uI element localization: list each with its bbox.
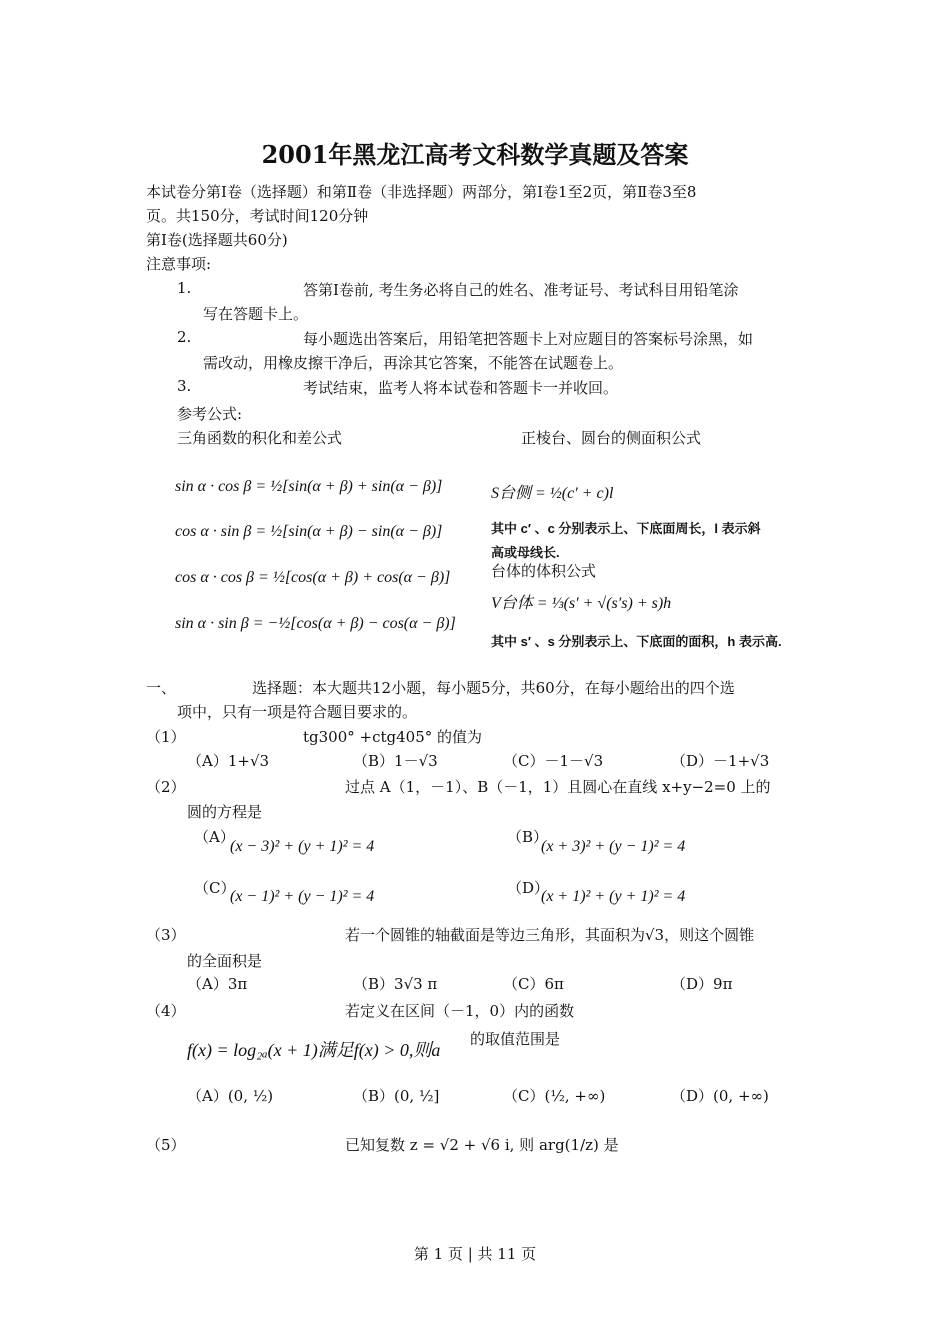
section-one-instructions: 选择题：本大题共12小题，每小题5分，共60分，在每小题给出的四个选	[252, 679, 735, 697]
section-one-number: 一、	[146, 679, 177, 697]
notice-heading: 注意事项:	[146, 255, 212, 273]
note-2-text-cont: 需改动，用橡皮擦干净后，再涂其它答案，不能答在试题卷上。	[203, 354, 624, 372]
part-one-heading: 第Ⅰ卷(选择题共60分)	[146, 231, 288, 249]
question-2-option-a-label: （A）	[194, 828, 235, 846]
volume-formula-title: 台体的体积公式	[491, 563, 597, 580]
question-2-option-b-label: （B）	[507, 828, 549, 846]
question-1-option-b: （B）1－√3	[353, 752, 438, 770]
volume-note: 其中 s′ 、s 分别表示上、下底面的面积，h 表示高.	[491, 634, 782, 649]
question-4-stem: 若定义在区间（－1，0）内的函数	[345, 1002, 575, 1020]
question-2-option-d-label: （D）	[507, 879, 550, 897]
note-3-text: 考试结束，监考人将本试卷和答题卡一并收回。	[303, 379, 619, 397]
question-4-number: （4）	[146, 1002, 186, 1020]
question-2-option-c-label: （C）	[194, 879, 236, 897]
question-1-option-d: （D）－1+√3	[671, 752, 770, 770]
question-2-stem: 过点 A（1，－1）、B（－1，1）且圆心在直线 x+y−2=0 上的	[345, 778, 771, 796]
intro-line-2: 页。共150分，考试时间120分钟	[146, 207, 369, 225]
question-4-option-a: （A）(0, ½)	[187, 1087, 274, 1105]
lateral-area-formula: S台侧 = ½(c′ + c)l	[491, 485, 614, 502]
question-3-option-a: （A）3π	[187, 975, 248, 993]
question-1-option-a: （A）1+√3	[187, 752, 270, 770]
page-footer: 第 1 页 | 共 11 页	[413, 1245, 537, 1263]
question-1-option-c: （C）－1－√3	[503, 752, 604, 770]
page-title: 2001年黑龙江高考文科数学真题及答案	[261, 140, 689, 169]
section-one-instructions-cont: 项中，只有一项是符合题目要求的。	[177, 703, 418, 721]
trig-formula-3: cos α · cos β = ½[cos(α + β) + cos(α − β)]	[175, 569, 451, 586]
trig-formulas-title: 三角函数的积化和差公式	[177, 429, 343, 447]
question-3-option-d: （D）9π	[671, 975, 733, 993]
reference-formulas-label: 参考公式:	[177, 405, 243, 423]
question-2-stem-cont: 圆的方程是	[187, 803, 263, 821]
note-1-number: 1.	[177, 279, 192, 297]
note-3-number: 3.	[177, 377, 192, 395]
question-3-stem-cont: 的全面积是	[187, 952, 263, 970]
note-2-number: 2.	[177, 328, 192, 346]
intro-line-1: 本试卷分第Ⅰ卷（选择题）和第Ⅱ卷（非选择题）两部分，第Ⅰ卷1至2页，第Ⅱ卷3至8	[146, 183, 697, 201]
question-2-number: （2）	[146, 778, 186, 796]
frustum-volume-formula: V台体 = ⅓(s′ + √(s′s) + s)h	[491, 595, 672, 612]
question-1-number: （1）	[146, 728, 186, 746]
question-3-number: （3）	[146, 926, 186, 944]
frustum-area-title: 正棱台、圆台的侧面积公式	[521, 429, 702, 447]
question-1-stem: tg300° +ctg405° 的值为	[303, 728, 483, 746]
question-2-option-b: (x + 3)² + (y − 1)² = 4	[541, 838, 686, 855]
question-3-option-c: （C）6π	[503, 975, 564, 993]
question-2-option-d: (x + 1)² + (y + 1)² = 4	[541, 888, 686, 905]
note-1-text: 答第Ⅰ卷前, 考生务必将自己的姓名、准考证号、考试科目用铅笔涂	[303, 281, 739, 299]
question-3-stem: 若一个圆锥的轴截面是等边三角形，其面积为√3，则这个圆锥	[345, 926, 755, 944]
question-5-number: （5）	[146, 1136, 186, 1154]
question-4-stem-cont: 的取值范围是	[470, 1030, 561, 1048]
question-4-option-d: （D）(0, +∞)	[671, 1087, 769, 1105]
question-4-option-c: （C）(½, +∞)	[503, 1087, 606, 1105]
question-4-formula: f(x) = log₂ₐ(x + 1)满足f(x) > 0,则a	[187, 1040, 441, 1060]
lateral-area-note: 其中 c′ 、c 分别表示上、下底面周长，l 表示斜	[491, 521, 761, 536]
trig-formula-2: cos α · sin β = ½[sin(α + β) − sin(α − β)]	[175, 523, 443, 540]
question-5-stem: 已知复数 z = √2 + √6 i, 则 arg(1/z) 是	[345, 1136, 619, 1154]
trig-formula-1: sin α · cos β = ½[sin(α + β) + sin(α − β)]	[175, 478, 443, 495]
question-3-option-b: （B）3√3 π	[353, 975, 438, 993]
lateral-area-note-cont: 高或母线长.	[491, 545, 560, 560]
note-1-text-cont: 写在答题卡上。	[203, 305, 309, 323]
question-2-option-a: (x − 3)² + (y + 1)² = 4	[230, 838, 375, 855]
question-2-option-c: (x − 1)² + (y − 1)² = 4	[230, 888, 375, 905]
question-4-option-b: （B）(0, ½]	[353, 1087, 440, 1105]
trig-formula-4: sin α · sin β = −½[cos(α + β) − cos(α − β)]	[175, 615, 456, 632]
note-2-text: 每小题选出答案后，用铅笔把答题卡上对应题目的答案标号涂黑，如	[303, 330, 754, 348]
